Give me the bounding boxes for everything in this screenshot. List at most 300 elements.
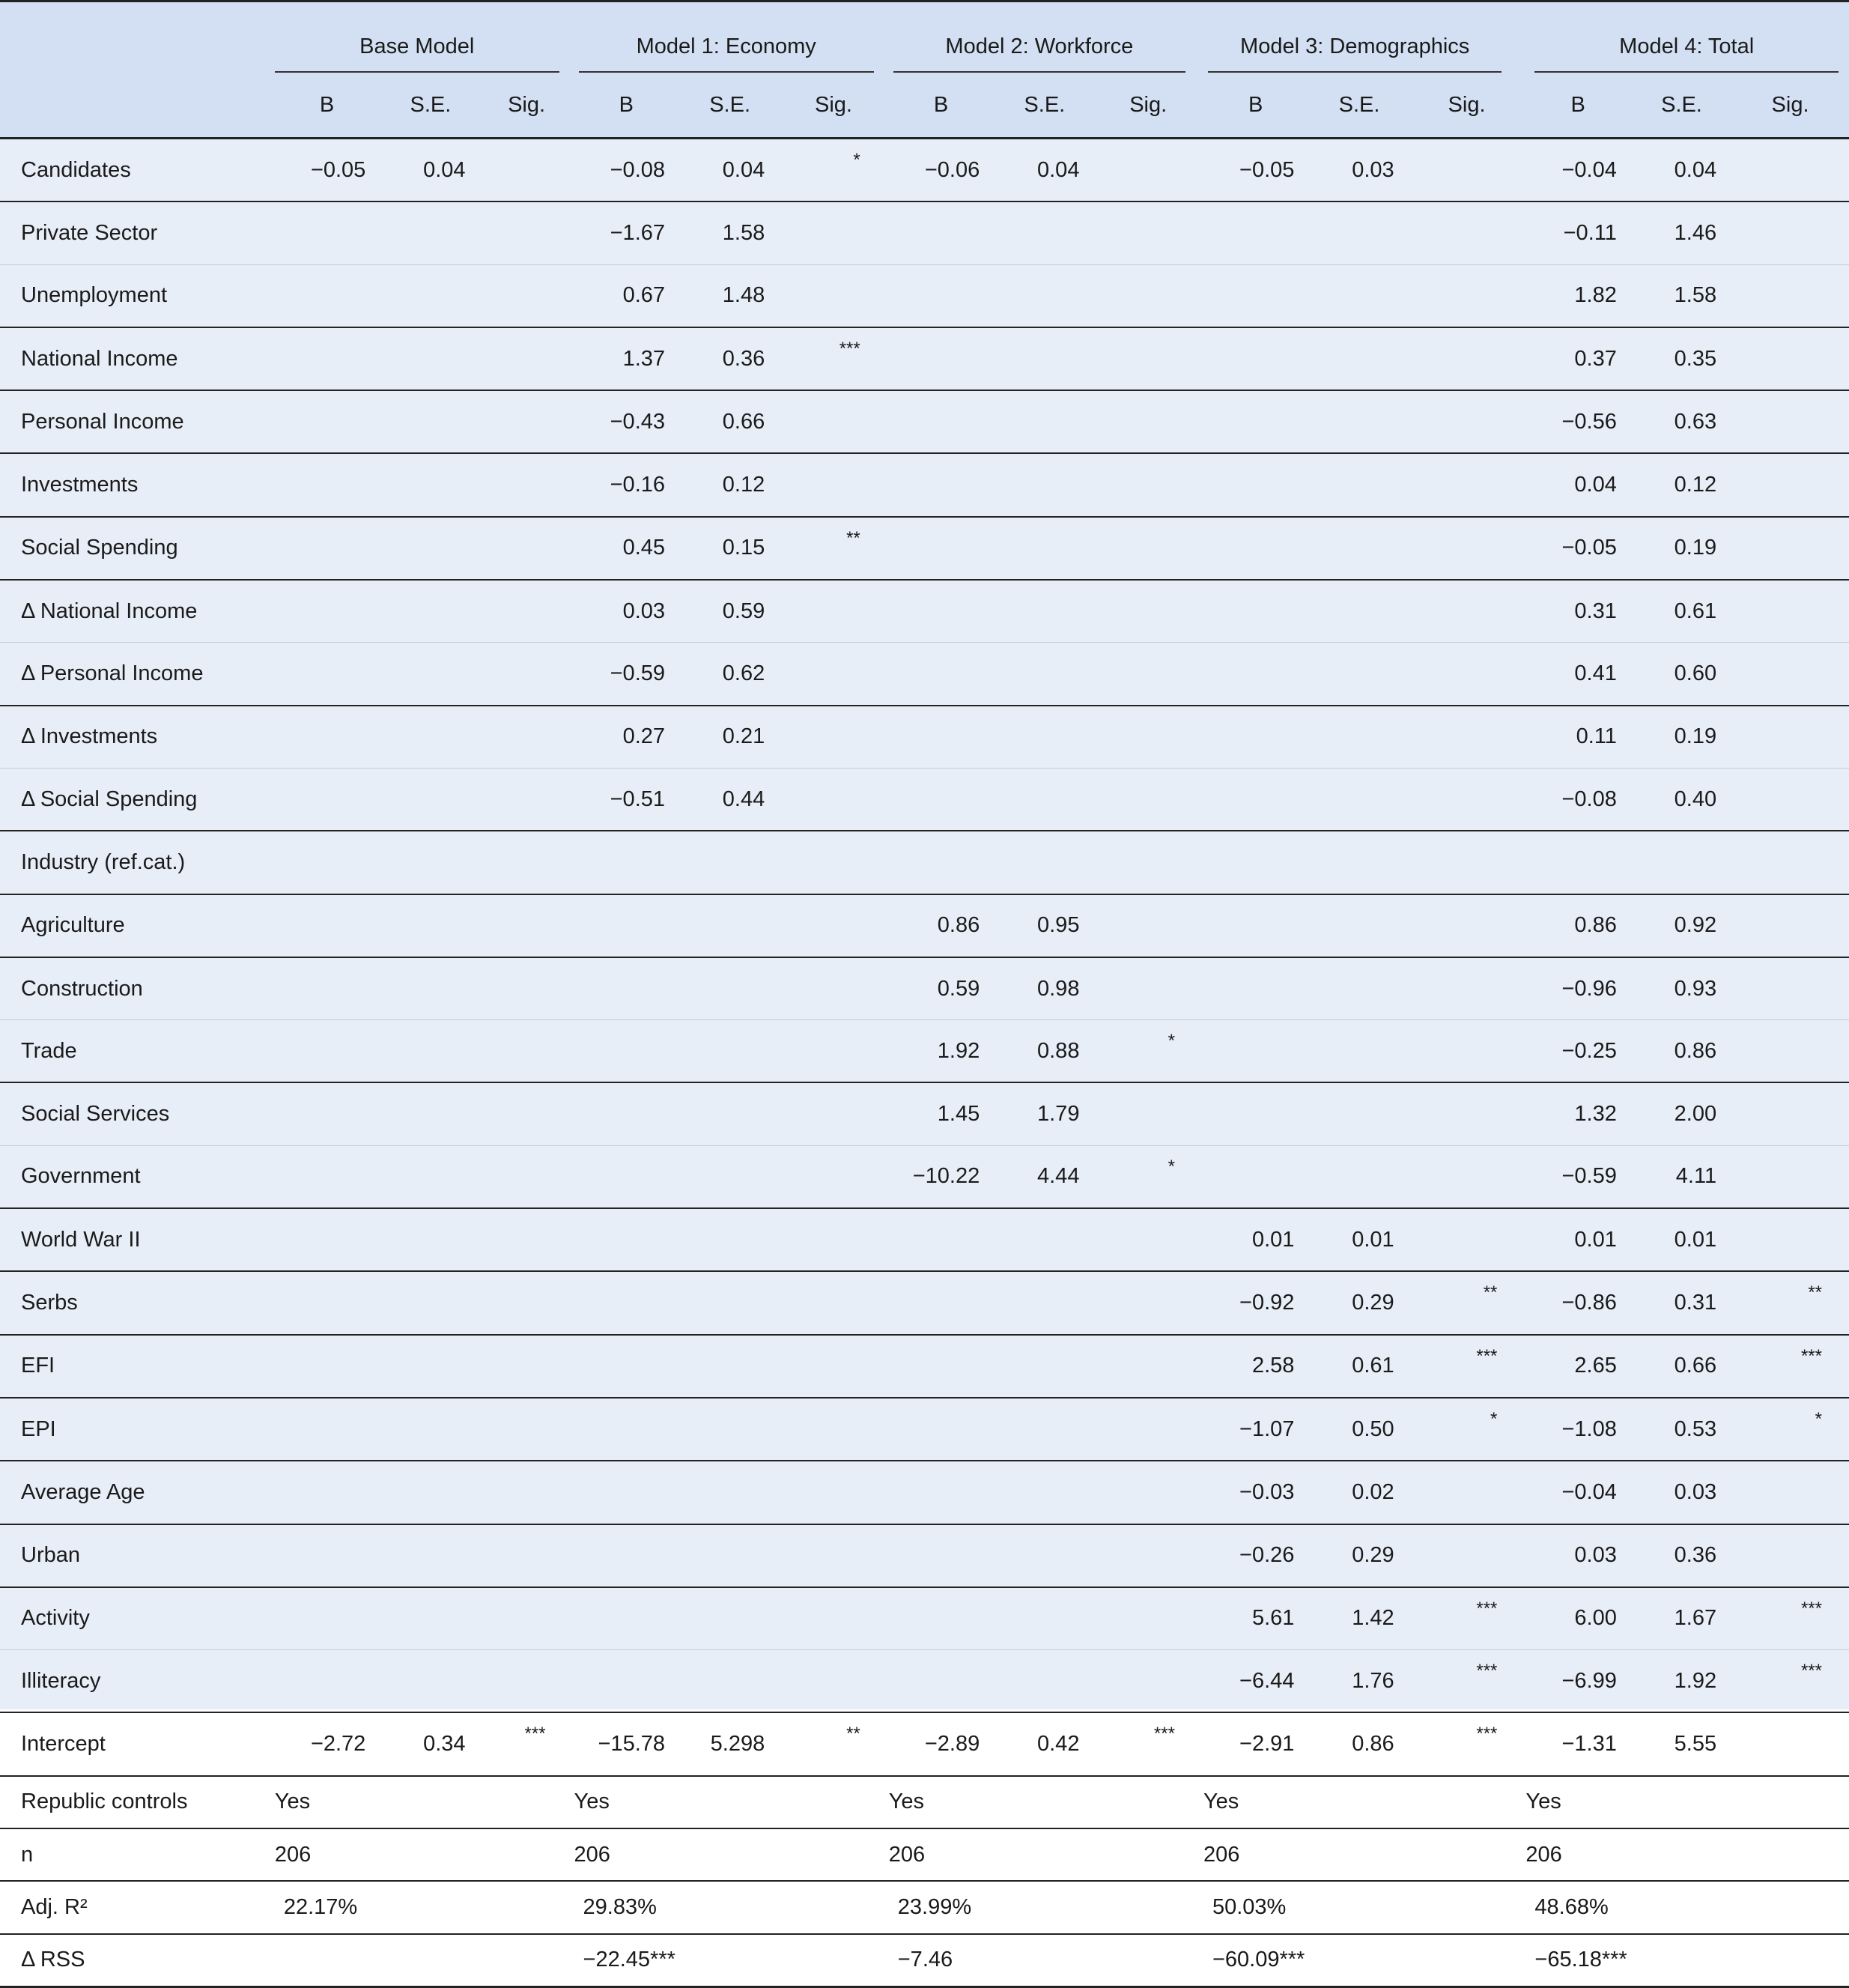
coef-se: 0.86 — [1309, 1712, 1409, 1775]
row-label: Δ Personal Income — [0, 643, 273, 706]
coef-sig — [1731, 517, 1849, 580]
coef-b — [273, 1587, 380, 1650]
coef-b — [273, 894, 380, 957]
coef-sig — [481, 1082, 573, 1145]
coef-se — [995, 1398, 1094, 1461]
coef-sig — [780, 1082, 887, 1145]
coef-sig — [1731, 1020, 1849, 1083]
coef-sig — [1094, 643, 1202, 706]
coef-sig — [481, 517, 573, 580]
coef-sig — [481, 327, 573, 390]
coef-b: 0.03 — [1524, 1524, 1631, 1587]
coef-b: −0.05 — [1202, 139, 1309, 202]
coef-se — [680, 1145, 780, 1208]
coef-b — [887, 1208, 995, 1271]
coef-se — [995, 768, 1094, 831]
table-row — [0, 1145, 1849, 1208]
coef-se: 4.44 — [995, 1145, 1094, 1208]
row-label: Δ National Income — [0, 580, 273, 643]
model-header — [1202, 1, 1524, 73]
footer-value: 206 — [1524, 1828, 1849, 1881]
coef-b — [887, 1398, 995, 1461]
model-header — [887, 1, 1202, 73]
coef-se: 0.01 — [1309, 1208, 1409, 1271]
coef-se: 0.53 — [1632, 1398, 1731, 1461]
coef-se: 0.04 — [380, 139, 480, 202]
col-se: S.E. — [680, 73, 780, 139]
coef-sig — [1409, 390, 1525, 453]
col-se: S.E. — [1632, 73, 1731, 139]
table-row — [0, 1398, 1849, 1461]
coef-se: 0.86 — [1632, 1020, 1731, 1083]
coef-sig — [1094, 894, 1202, 957]
footer-row — [0, 1934, 1849, 1987]
coef-sig — [780, 768, 887, 831]
table-body — [0, 139, 1849, 1987]
coef-sig — [1409, 517, 1525, 580]
coef-b — [273, 264, 380, 327]
footer-label: n — [0, 1828, 273, 1881]
table-row — [0, 580, 1849, 643]
coef-b — [273, 1650, 380, 1713]
coef-b — [273, 453, 380, 516]
coef-b — [273, 1020, 380, 1083]
coef-se — [995, 327, 1094, 390]
coef-sig: *** — [1409, 1650, 1525, 1713]
coef-se — [995, 1524, 1094, 1587]
coef-sig — [1731, 1145, 1849, 1208]
coef-se — [380, 1271, 480, 1334]
coef-sig — [780, 1145, 887, 1208]
row-label: Private Sector — [0, 201, 273, 264]
coef-sig — [1409, 768, 1525, 831]
coef-b: 0.86 — [887, 894, 995, 957]
coef-se: 0.62 — [680, 643, 780, 706]
coef-b — [1202, 201, 1309, 264]
table-header — [0, 1, 1849, 139]
coef-b — [1202, 1145, 1309, 1208]
coef-se — [995, 201, 1094, 264]
coef-sig — [1731, 706, 1849, 769]
coef-se: 0.04 — [1632, 139, 1731, 202]
coef-b — [573, 1398, 680, 1461]
coef-sig — [481, 643, 573, 706]
coef-b — [273, 327, 380, 390]
col-se: S.E. — [995, 73, 1094, 139]
coef-sig — [1731, 139, 1849, 202]
coef-b: 1.82 — [1524, 264, 1631, 327]
coef-se: 0.66 — [680, 390, 780, 453]
col-se: S.E. — [380, 73, 480, 139]
coef-se: 0.01 — [1632, 1208, 1731, 1271]
table-row — [0, 517, 1849, 580]
coef-se — [995, 453, 1094, 516]
coef-se: 0.60 — [1632, 643, 1731, 706]
coef-se: 0.61 — [1632, 580, 1731, 643]
coef-sig — [481, 1020, 573, 1083]
coef-sig — [780, 1587, 887, 1650]
coef-sig — [481, 1587, 573, 1650]
coef-sig — [1409, 1082, 1525, 1145]
coef-b: 0.37 — [1524, 327, 1631, 390]
coef-se — [680, 1271, 780, 1334]
coef-se — [380, 1335, 480, 1398]
coef-sig — [1731, 1461, 1849, 1524]
coef-se: 0.42 — [995, 1712, 1094, 1775]
coef-b: 0.31 — [1524, 580, 1631, 643]
table-row — [0, 1587, 1849, 1650]
coef-sig — [1094, 1208, 1202, 1271]
coef-b — [273, 1145, 380, 1208]
coef-se — [680, 1650, 780, 1713]
table-row — [0, 1335, 1849, 1398]
coef-sig — [1094, 139, 1202, 202]
coef-b — [1202, 831, 1309, 894]
col-sig: Sig. — [1731, 73, 1849, 139]
row-label: Trade — [0, 1020, 273, 1083]
coef-se: 0.29 — [1309, 1271, 1409, 1334]
coef-sig — [481, 201, 573, 264]
coef-se: 0.36 — [1632, 1524, 1731, 1587]
coef-se — [380, 706, 480, 769]
coef-se — [380, 768, 480, 831]
coef-b — [887, 580, 995, 643]
coef-sig: *** — [780, 327, 887, 390]
table-row — [0, 1082, 1849, 1145]
coef-se: 0.36 — [680, 327, 780, 390]
coef-sig — [481, 1145, 573, 1208]
coef-b — [1202, 957, 1309, 1020]
coef-b: 0.59 — [887, 957, 995, 1020]
coef-sig: *** — [1409, 1335, 1525, 1398]
coef-se: 0.95 — [995, 894, 1094, 957]
col-b: B — [1202, 73, 1309, 139]
coef-se — [1309, 1020, 1409, 1083]
coef-sig: ** — [1731, 1271, 1849, 1334]
coef-se — [380, 327, 480, 390]
coef-b — [887, 768, 995, 831]
coef-sig — [1094, 327, 1202, 390]
coef-se — [380, 264, 480, 327]
subcolumn-header-row — [0, 73, 1849, 139]
table-row — [0, 1020, 1849, 1083]
coef-b — [887, 390, 995, 453]
coef-b: 0.67 — [573, 264, 680, 327]
footer-value: 206 — [573, 1828, 887, 1881]
coef-se — [1309, 264, 1409, 327]
coef-se — [995, 1271, 1094, 1334]
row-label: Investments — [0, 453, 273, 516]
coef-b — [1202, 1082, 1309, 1145]
coef-b: −0.25 — [1524, 1020, 1631, 1083]
coef-sig — [1094, 957, 1202, 1020]
coef-se — [380, 517, 480, 580]
coef-b — [573, 957, 680, 1020]
coef-se — [380, 1020, 480, 1083]
coef-se — [1309, 201, 1409, 264]
col-sig: Sig. — [1409, 73, 1525, 139]
coef-se — [995, 1650, 1094, 1713]
coef-b — [1202, 390, 1309, 453]
coef-se — [995, 831, 1094, 894]
table-row — [0, 894, 1849, 957]
coef-b: −6.44 — [1202, 1650, 1309, 1713]
model-title: Model 4: Total — [1619, 34, 1755, 58]
coef-b — [1202, 517, 1309, 580]
coef-se — [1309, 894, 1409, 957]
coef-sig — [780, 894, 887, 957]
coef-b: −0.96 — [1524, 957, 1631, 1020]
coef-se — [995, 264, 1094, 327]
coef-se — [680, 957, 780, 1020]
coef-b — [887, 453, 995, 516]
coef-sig — [1409, 894, 1525, 957]
coef-se: 0.02 — [1309, 1461, 1409, 1524]
coef-sig: * — [1094, 1020, 1202, 1083]
coef-b: 1.92 — [887, 1020, 995, 1083]
coef-sig — [780, 390, 887, 453]
coef-sig — [1409, 1524, 1525, 1587]
row-label: Activity — [0, 1587, 273, 1650]
coef-se: 1.92 — [1632, 1650, 1731, 1713]
coef-sig — [1094, 1524, 1202, 1587]
coef-b — [887, 831, 995, 894]
footer-value: Yes — [887, 1776, 1202, 1828]
coef-sig: *** — [481, 1712, 573, 1775]
coef-sig — [1094, 390, 1202, 453]
coef-b: −1.07 — [1202, 1398, 1309, 1461]
coef-se: 4.11 — [1632, 1145, 1731, 1208]
coef-sig: *** — [1731, 1650, 1849, 1713]
coef-se: 0.98 — [995, 957, 1094, 1020]
coef-sig — [481, 1461, 573, 1524]
coef-b: −0.06 — [887, 139, 995, 202]
footer-row — [0, 1828, 1849, 1881]
coef-se: 1.48 — [680, 264, 780, 327]
coef-se: 0.92 — [1632, 894, 1731, 957]
coef-se — [680, 1524, 780, 1587]
coef-sig: ** — [780, 1712, 887, 1775]
coef-se — [380, 831, 480, 894]
coef-sig — [780, 1650, 887, 1713]
coef-se — [1309, 957, 1409, 1020]
coef-sig — [481, 580, 573, 643]
coef-sig — [1731, 264, 1849, 327]
coef-sig — [481, 264, 573, 327]
coef-se: 0.19 — [1632, 517, 1731, 580]
coef-b — [887, 1335, 995, 1398]
table-row — [0, 831, 1849, 894]
table-row — [0, 139, 1849, 202]
coef-se — [995, 580, 1094, 643]
coef-sig — [481, 1271, 573, 1334]
coef-b — [1202, 264, 1309, 327]
coef-sig: *** — [1409, 1712, 1525, 1775]
coef-se — [995, 390, 1094, 453]
coef-b: 5.61 — [1202, 1587, 1309, 1650]
coef-sig — [1731, 1208, 1849, 1271]
col-b: B — [1524, 73, 1631, 139]
coef-sig — [481, 1398, 573, 1461]
footer-label: Republic controls — [0, 1776, 273, 1828]
coef-se — [1309, 517, 1409, 580]
coef-b — [573, 1587, 680, 1650]
coef-sig — [1094, 768, 1202, 831]
coef-b — [273, 1398, 380, 1461]
coef-b — [273, 1271, 380, 1334]
coef-b — [573, 1524, 680, 1587]
footer-value: 22.17% — [273, 1881, 573, 1933]
footer-value: −65.18*** — [1524, 1934, 1849, 1987]
coef-sig — [1731, 201, 1849, 264]
coef-sig — [780, 1398, 887, 1461]
coef-se: 0.93 — [1632, 957, 1731, 1020]
coef-b — [573, 1020, 680, 1083]
coef-sig — [780, 1335, 887, 1398]
row-label: Unemployment — [0, 264, 273, 327]
coef-b: −15.78 — [573, 1712, 680, 1775]
coef-sig — [1409, 706, 1525, 769]
coef-se — [1309, 706, 1409, 769]
coef-se: 0.03 — [1309, 139, 1409, 202]
coef-se: 0.34 — [380, 1712, 480, 1775]
coef-b: −1.67 — [573, 201, 680, 264]
coef-sig: ** — [780, 517, 887, 580]
table-row — [0, 957, 1849, 1020]
model-title: Model 1: Economy — [636, 34, 816, 58]
coef-b — [887, 201, 995, 264]
row-label: Personal Income — [0, 390, 273, 453]
coef-b: 0.45 — [573, 517, 680, 580]
coef-b — [887, 643, 995, 706]
coef-se — [380, 580, 480, 643]
coef-sig — [1731, 831, 1849, 894]
coef-b — [273, 1461, 380, 1524]
coef-se — [995, 1208, 1094, 1271]
coef-se: 1.58 — [1632, 264, 1731, 327]
coef-se: 1.79 — [995, 1082, 1094, 1145]
coef-b — [273, 957, 380, 1020]
coef-b — [887, 1650, 995, 1713]
coef-sig — [1409, 831, 1525, 894]
coef-se: 1.58 — [680, 201, 780, 264]
coef-sig: * — [780, 139, 887, 202]
coef-b — [887, 706, 995, 769]
coef-sig — [1094, 580, 1202, 643]
coef-se — [380, 1650, 480, 1713]
model-header — [1524, 1, 1849, 73]
coef-sig — [1094, 1082, 1202, 1145]
col-sig: Sig. — [481, 73, 573, 139]
coef-b: 0.27 — [573, 706, 680, 769]
coef-b — [573, 894, 680, 957]
coef-se — [380, 1145, 480, 1208]
coef-b: 1.45 — [887, 1082, 995, 1145]
coef-se — [995, 706, 1094, 769]
coef-b — [1202, 894, 1309, 957]
table-row — [0, 1208, 1849, 1271]
coef-b — [573, 1461, 680, 1524]
coef-se: 0.63 — [1632, 390, 1731, 453]
row-label: Candidates — [0, 139, 273, 202]
coef-se: 0.31 — [1632, 1271, 1731, 1334]
coef-b — [573, 1208, 680, 1271]
coef-sig: *** — [1409, 1587, 1525, 1650]
coef-sig — [1409, 453, 1525, 516]
coef-sig — [1731, 1712, 1849, 1775]
coef-se — [995, 643, 1094, 706]
coef-sig — [780, 580, 887, 643]
coef-sig — [1409, 580, 1525, 643]
coef-se — [1309, 327, 1409, 390]
row-label: Δ Investments — [0, 706, 273, 769]
coef-se: 1.67 — [1632, 1587, 1731, 1650]
coef-b: −0.43 — [573, 390, 680, 453]
row-label: Government — [0, 1145, 273, 1208]
coef-b — [273, 390, 380, 453]
footer-label: Δ RSS — [0, 1934, 273, 1987]
table-row — [0, 1650, 1849, 1713]
footer-value: Yes — [1202, 1776, 1524, 1828]
table-row — [0, 1712, 1849, 1775]
row-label: World War II — [0, 1208, 273, 1271]
coef-b — [1202, 453, 1309, 516]
coef-sig: *** — [1094, 1712, 1202, 1775]
coef-b: −0.56 — [1524, 390, 1631, 453]
coef-sig — [1094, 1271, 1202, 1334]
coef-b — [273, 706, 380, 769]
corner-cell — [0, 73, 273, 139]
coef-se: 1.76 — [1309, 1650, 1409, 1713]
coef-b: −0.59 — [1524, 1145, 1631, 1208]
coef-sig — [1094, 1587, 1202, 1650]
coef-b — [273, 768, 380, 831]
coef-sig — [481, 768, 573, 831]
coef-b — [273, 201, 380, 264]
row-label: Serbs — [0, 1271, 273, 1334]
coef-se: 0.03 — [1632, 1461, 1731, 1524]
coef-b: −0.86 — [1524, 1271, 1631, 1334]
row-label: Construction — [0, 957, 273, 1020]
coef-se: 0.59 — [680, 580, 780, 643]
coef-sig — [780, 706, 887, 769]
coef-se — [1309, 390, 1409, 453]
coef-se — [380, 1208, 480, 1271]
coef-se — [680, 831, 780, 894]
coef-b: 0.03 — [573, 580, 680, 643]
table-row — [0, 201, 1849, 264]
coef-sig — [780, 453, 887, 516]
footer-value: 29.83% — [573, 1881, 887, 1933]
coef-sig: *** — [1731, 1587, 1849, 1650]
table-row — [0, 453, 1849, 516]
row-label: Average Age — [0, 1461, 273, 1524]
coef-b: −0.92 — [1202, 1271, 1309, 1334]
table-row — [0, 1461, 1849, 1524]
coef-se: 2.00 — [1632, 1082, 1731, 1145]
table-row — [0, 1271, 1849, 1334]
coef-sig — [481, 139, 573, 202]
col-se: S.E. — [1309, 73, 1409, 139]
coef-b — [573, 1335, 680, 1398]
coef-se: 0.19 — [1632, 706, 1731, 769]
coef-sig — [1094, 1398, 1202, 1461]
col-b: B — [573, 73, 680, 139]
row-label: EPI — [0, 1398, 273, 1461]
coef-se — [1309, 1145, 1409, 1208]
coef-b: 6.00 — [1524, 1587, 1631, 1650]
coef-sig — [481, 1335, 573, 1398]
